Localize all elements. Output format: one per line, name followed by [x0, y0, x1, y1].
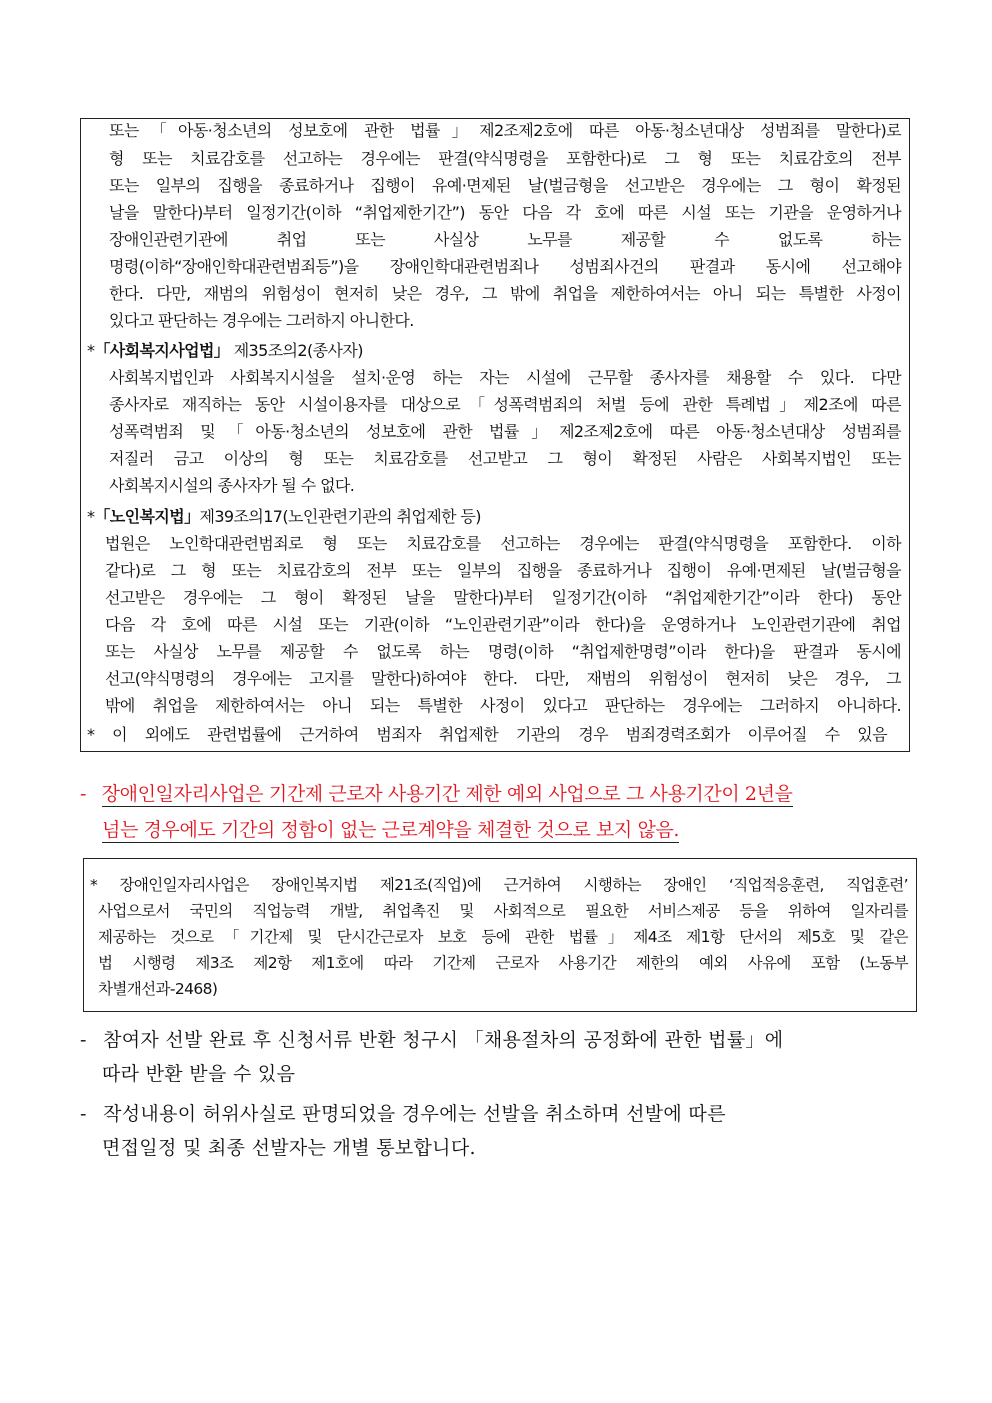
note-line: 제공하는 것으로「기간제 및 단시간근로자 보호 등에 관한 법률」제4조 제1항 단서의 제5호 및 같은 — [98, 928, 908, 946]
excerpt-line: 사회복지시설의 종사자가 될 수 없다. — [109, 476, 355, 495]
red-notice-line-2 — [102, 818, 679, 842]
law-name: 「노인복지법」 — [94, 507, 200, 526]
bullet-false-info — [80, 1102, 910, 1126]
section-heading-social-welfare — [87, 341, 363, 361]
excerpt-line: 선고받은 경우에는 그 형이 확정된 날을 말한다)부터 일정기간(이하 “취업제한기간”이라 한다) 동안 — [105, 588, 901, 607]
note-line: 법 시행령 제3조 제2항 제1호에 따라 기간제 근로자 사용기간 제한의 예외 사유에 포함 (노동부 — [98, 954, 908, 972]
excerpt-line: 선고(약식명령의 경우에는 고지를 말한다)하여야 한다. 다만, 재범의 위험성이 현저히 낮은 경우, 그 — [105, 669, 901, 688]
bullet-text: 참여자 선발 완료 후 신청서류 반환 청구시 「채용절차의 공정화에 관한 법률」에 — [103, 1029, 784, 1051]
excerpt-line: 다음 각 호에 따른 시설 또는 기관(이하 “노인관련기관”이라 한다)을 운영하거나 노인관련기관에 취업 — [105, 615, 901, 634]
bullet-false-info-cont: 면접일정 및 최종 선발자는 개별 통보합니다. — [102, 1137, 476, 1159]
excerpt-line: 장애인관련기관에 취업 또는 사실상 노무를 제공할 수 없도록 하는 — [109, 230, 901, 249]
bullet-document-return — [80, 1028, 910, 1052]
section-heading-elderly-welfare — [87, 507, 481, 527]
note-line: * 장애인일자리사업은 장애인복지법 제21조(직업)에 근거하여 시행하는 장애인 ‘직업적응훈련, 직업훈련’ — [90, 876, 908, 894]
law-article: 제35조의2(종사자) — [229, 341, 363, 360]
excerpt-line: 종사자로 재직하는 동안 시설이용자를 대상으로「성폭력범죄의 처벌 등에 관한 특례법」제2조에 따른 — [109, 395, 901, 414]
footnote-other-laws: * 이 외에도 관련법률에 근거하여 범죄자 취업제한 기관의 경우 범죄경력조회가 이루어질 수 있음 — [87, 725, 887, 744]
excerpt-line: 사회복지법인과 사회복지시설을 설치·운영 하는 자는 시설에 근무할 종사자를 채용할 수 있다. 다만 — [109, 368, 901, 387]
footnote-marker: * — [87, 507, 95, 526]
excerpt-line: 밖에 취업을 제한하여서는 아니 되는 특별한 사정이 있다고 판단하는 경우에는 그러하지 아니하다. — [105, 696, 901, 715]
excerpt-line: 한다. 다만, 재범의 위험성이 현저히 낮은 경우, 그 밖에 취업을 제한하여서는 아니 되는 특별한 사정이 — [109, 284, 901, 303]
job-program-note-box — [83, 858, 917, 1012]
bullet-text: 작성내용이 허위사실로 판명되었을 경우에는 선발을 취소하며 선발에 따른 — [103, 1103, 726, 1125]
dash-bullet: - — [80, 1029, 87, 1051]
excerpt-line: 같다)로 그 형 또는 치료감호의 전부 또는 일부의 집행을 종료하거나 집행이 유예·면제된 날(벌금형을 — [105, 561, 901, 580]
note-line: 차별개선과-2468) — [98, 980, 218, 998]
footnote-marker: * — [87, 341, 95, 360]
note-line: 사업으로서 국민의 직업능력 개발, 취업촉진 및 사회적으로 필요한 서비스제공 등을 위하여 일자리를 — [98, 902, 908, 920]
excerpt-line: 또는「아동·청소년의 성보호에 관한 법률」제2조제2호에 따른 아동·청소년대상 성범죄를 말한다)로 — [109, 121, 901, 140]
legal-excerpt-box — [80, 118, 910, 752]
red-notice-text: 넘는 경우에도 기간의 정함이 없는 근로계약을 체결한 것으로 보지 않음. — [102, 819, 680, 841]
excerpt-line: 또는 일부의 집행을 종료하거나 집행이 유예·면제된 날(벌금형을 선고받은 경우에는 그 형이 확정된 — [109, 176, 901, 195]
dash-bullet: - — [80, 1103, 87, 1125]
excerpt-line: 법원은 노인학대관련범죄로 형 또는 치료감호를 선고하는 경우에는 판결(약식명령을 포함한다. 이하 — [105, 534, 901, 553]
excerpt-line: 성폭력범죄 및「아동·청소년의 성보호에 관한 법률」제2조제2호에 따른 아동·청소년대상 성범죄를 — [109, 422, 901, 441]
excerpt-line: 형 또는 치료감호를 선고하는 경우에는 판결(약식명령을 포함한다)로 그 형 또는 치료감호의 전부 — [109, 149, 901, 168]
red-notice-line-1 — [80, 782, 793, 806]
law-name: 「사회복지사업법」 — [94, 341, 230, 360]
red-notice-text: 장애인일자리사업은 기간제 근로자 사용기간 제한 예외 사업으로 그 사용기간이 2년을 — [101, 783, 793, 805]
law-article: 제39조의17(노인관련기관의 취업제한 등) — [199, 507, 481, 526]
excerpt-line: 또는 사실상 노무를 제공할 수 없도록 하는 명령(이하 “취업제한명령”이라 한다)을 판결과 동시에 — [105, 642, 901, 661]
excerpt-line: 있다고 판단하는 경우에는 그러하지 아니한다. — [109, 311, 414, 330]
dash-bullet: - — [80, 783, 87, 805]
excerpt-line: 저질러 금고 이상의 형 또는 치료감호를 선고받고 그 형이 확정된 사람은 사회복지법인 또는 — [109, 449, 901, 468]
excerpt-line: 날을 말한다)부터 일정기간(이하 “취업제한기간”) 동안 다음 각 호에 따른 시설 또는 기관을 운영하거나 — [109, 203, 901, 222]
bullet-document-return-cont: 따라 반환 받을 수 있음 — [102, 1063, 296, 1085]
excerpt-line: 명령(이하“장애인학대관련범죄등”)을 장애인학대관련범죄나 성범죄사건의 판결과 동시에 선고해야 — [109, 257, 901, 276]
